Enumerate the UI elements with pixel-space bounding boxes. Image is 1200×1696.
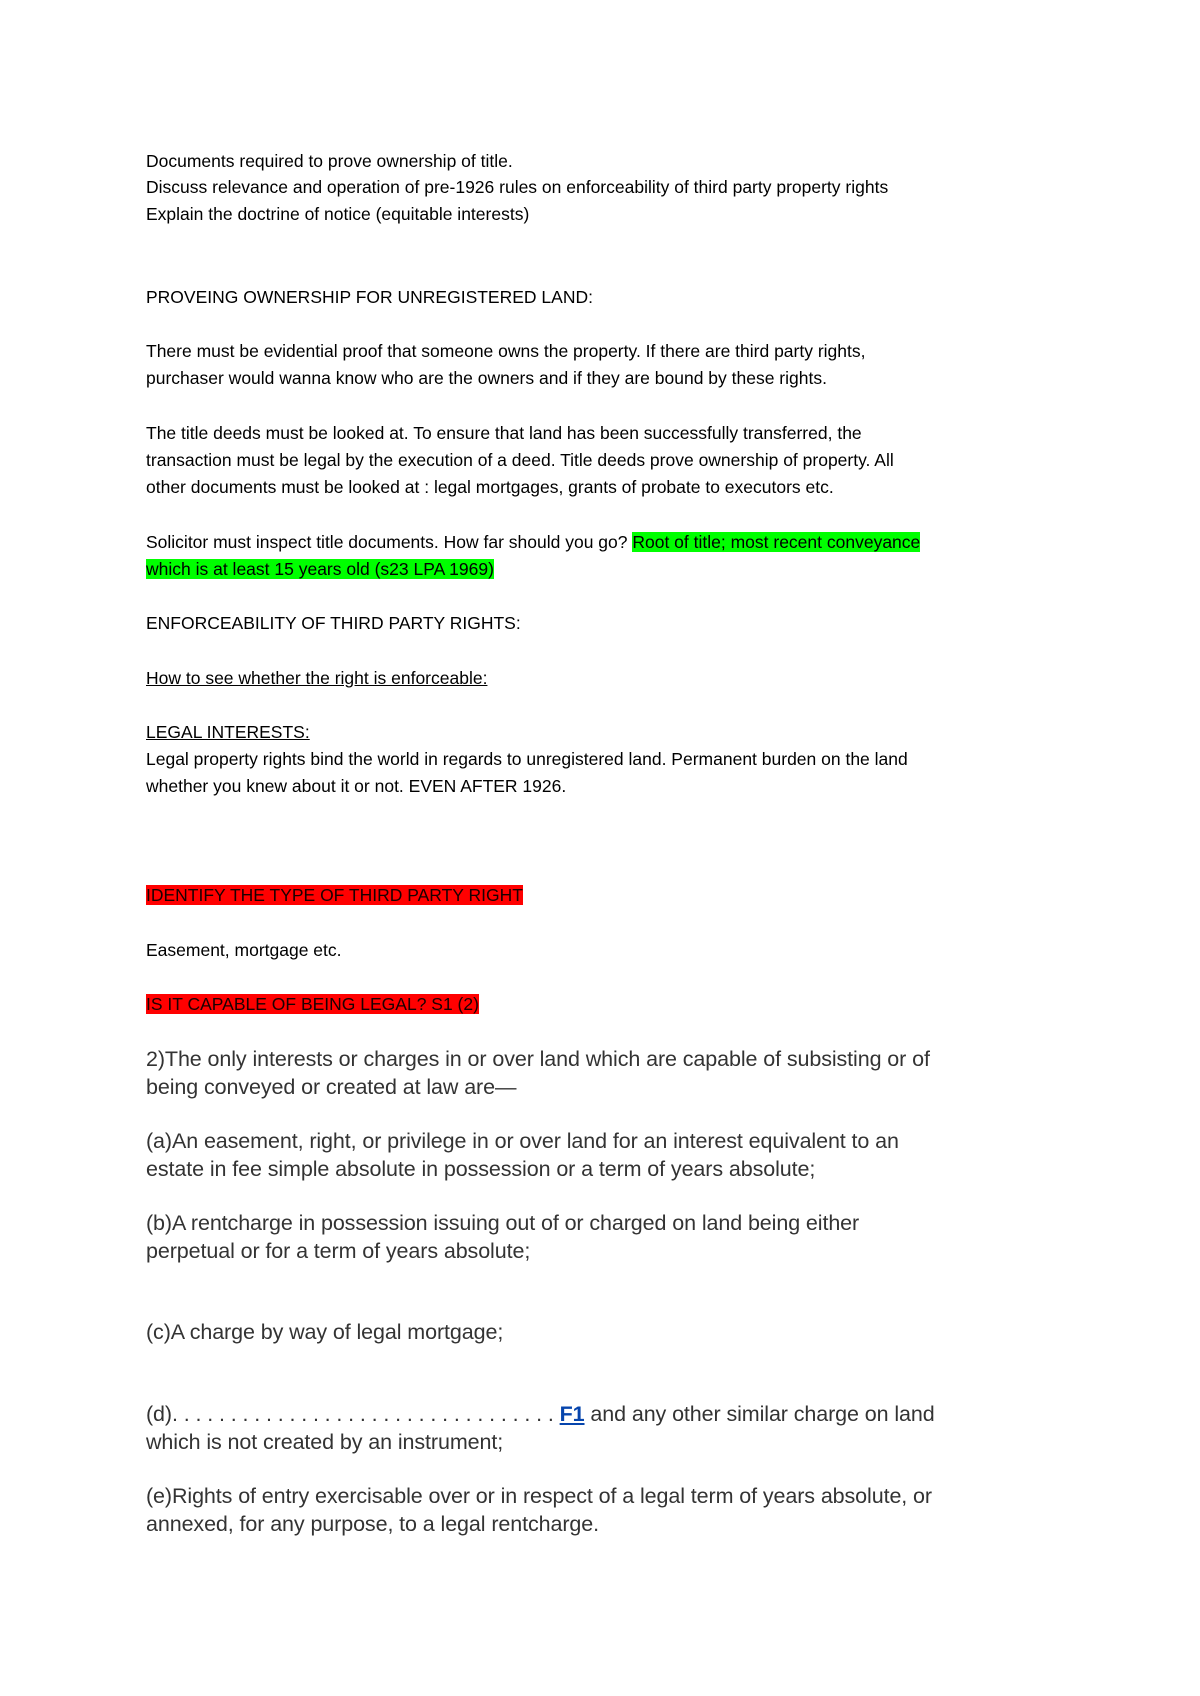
intro-line-3: Explain the doctrine of notice (equitable interests): [146, 204, 530, 224]
proving-p2-line-1: The title deeds must be looked at. To ensure that land has been successfully transferred, the: [146, 423, 862, 443]
root-of-title-highlight: Root of title; most recent conveyance: [632, 532, 921, 552]
proving-p1-line-2: purchaser would wanna know who are the owners and if they are bound by these rights.: [146, 368, 827, 388]
statute-s2-line-1: 2)The only interests or charges in or over land which are capable of subsisting or of: [146, 1047, 930, 1071]
statute-b-line-2: perpetual or for a term of years absolute;: [146, 1239, 531, 1263]
identify-text: Easement, mortgage etc.: [146, 940, 342, 960]
statute-a-line-2: estate in fee simple absolute in possession or a term of years absolute;: [146, 1157, 816, 1181]
intro-line-1: Documents required to prove ownership of title.: [146, 151, 513, 171]
capable-heading: [146, 993, 479, 1015]
proving-p3-line-1: [146, 531, 920, 553]
identify-heading-highlight: IDENTIFY THE TYPE OF THIRD PARTY RIGHT: [146, 885, 523, 905]
proving-heading: PROVEING OWNERSHIP FOR UNREGISTERED LAND:: [146, 287, 593, 307]
proving-p3-plain: Solicitor must inspect title documents. How far should you go?: [146, 532, 633, 552]
enforceability-heading: ENFORCEABILITY OF THIRD PARTY RIGHTS:: [146, 613, 521, 633]
legal-interests-heading: LEGAL INTERESTS:: [146, 722, 310, 742]
capable-heading-highlight: IS IT CAPABLE OF BEING LEGAL? S1 (2): [146, 994, 479, 1014]
statute-e-line-2: annexed, for any purpose, to a legal rentcharge.: [146, 1512, 599, 1536]
proving-p1-line-1: There must be evidential proof that someone owns the property. If there are third party rights,: [146, 341, 866, 361]
proving-p2-line-2: transaction must be legal by the execution of a deed. Title deeds prove ownership of property. All: [146, 450, 894, 470]
legal-interests-line-2: whether you knew about it or not. EVEN AFTER 1926.: [146, 776, 567, 796]
statute-s2-line-2: being conveyed or created at law are—: [146, 1075, 517, 1099]
statute-d-line-1: [146, 1401, 935, 1427]
statute-e-line-1: (e)Rights of entry exercisable over or in respect of a legal term of years absolute, or: [146, 1484, 932, 1508]
statute-c-line-1: (c)A charge by way of legal mortgage;: [146, 1320, 504, 1344]
statute-a-line-1: (a)An easement, right, or privilege in or over land for an interest equivalent to an: [146, 1129, 899, 1153]
enforceability-subheading: How to see whether the right is enforceable:: [146, 668, 488, 688]
legal-interests-line-1: Legal property rights bind the world in regards to unregistered land. Permanent burden on the land: [146, 749, 908, 769]
statute-d-prefix: (d). . . . . . . . . . . . . . . . . . . . . . . . . . . . . . . . .: [146, 1402, 560, 1426]
proving-p3-line-2: [146, 558, 494, 580]
intro-line-2: Discuss relevance and operation of pre-1926 rules on enforceability of third party property rights: [146, 177, 889, 197]
statute-b-line-1: (b)A rentcharge in possession issuing out of or charged on land being either: [146, 1211, 860, 1235]
proving-p2-line-3: other documents must be looked at : legal mortgages, grants of probate to executors etc.: [146, 477, 834, 497]
statute-d-suffix: and any other similar charge on land: [584, 1402, 935, 1426]
statute-d-line-2: which is not created by an instrument;: [146, 1430, 504, 1454]
identify-heading: [146, 884, 523, 906]
root-of-title-highlight-cont: which is at least 15 years old (s23 LPA 1969): [146, 559, 494, 579]
footnote-f1-link[interactable]: F1: [559, 1402, 585, 1426]
